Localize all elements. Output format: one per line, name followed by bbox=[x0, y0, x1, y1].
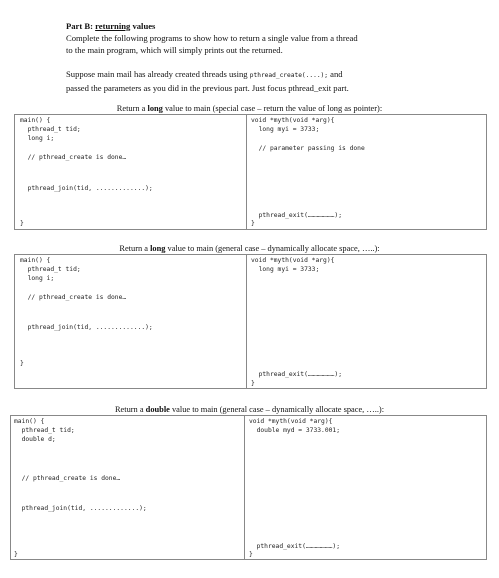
section-1-title-post: value to main (special case – return the value of long as pointer): bbox=[162, 104, 383, 113]
pthread-create-code: pthread_create(....); bbox=[249, 72, 328, 79]
section-2-title-bold: long bbox=[150, 244, 166, 253]
section-3-code-panel bbox=[10, 415, 487, 560]
thread-fn-close: } bbox=[249, 551, 253, 558]
main-decl-tid: pthread_t tid; bbox=[20, 266, 81, 273]
thread-fn-close: } bbox=[251, 220, 255, 227]
part-label: Part B: bbox=[66, 21, 93, 31]
panel-divider bbox=[246, 255, 247, 388]
main-decl-tid: pthread_t tid; bbox=[20, 126, 81, 133]
paragraph-line-1 bbox=[66, 68, 446, 82]
thread-fn-open: void *myth(void *arg){ bbox=[251, 117, 335, 124]
main-decl-var: double d; bbox=[14, 436, 56, 443]
main-open: main() { bbox=[20, 117, 51, 124]
thread-fn-close: } bbox=[251, 380, 255, 387]
main-comment: // pthread_create is done… bbox=[20, 154, 127, 161]
thread-exit-blank: pthread_exit(…………………); bbox=[251, 371, 342, 378]
section-3-title-bold: double bbox=[145, 405, 170, 414]
thread-exit-blank: pthread_exit(…………………); bbox=[251, 212, 342, 219]
section-1-title-bold: long bbox=[147, 104, 163, 113]
section-2-title bbox=[0, 244, 499, 254]
section-2-title-post: value to main (general case – dynamically allocate space, …..): bbox=[165, 244, 380, 253]
section-1-code-panel bbox=[14, 114, 487, 230]
main-decl-var: long i; bbox=[20, 135, 55, 142]
thread-fn-open: void *myth(void *arg){ bbox=[251, 257, 335, 264]
main-open: main() { bbox=[20, 257, 51, 264]
section-1-title bbox=[0, 104, 499, 114]
thread-fn-comment: // parameter passing is done bbox=[251, 145, 365, 152]
main-close: } bbox=[14, 551, 18, 558]
section-1-title-pre: Return a bbox=[116, 104, 148, 113]
main-join-blank: pthread_join(tid, .............); bbox=[14, 505, 147, 512]
section-3-title-post: value to main (general case – dynamically allocate space, …..): bbox=[169, 405, 385, 414]
intro-paragraph bbox=[66, 68, 446, 94]
section-2-code-panel bbox=[14, 254, 487, 389]
thread-fn-decl: double myd = 3733.001; bbox=[249, 427, 340, 434]
main-decl-var: long i; bbox=[20, 275, 55, 282]
section-3-title-pre: Return a bbox=[114, 405, 146, 414]
description-line-2: to the main program, which will simply prints out the returned. bbox=[66, 45, 283, 55]
main-close: } bbox=[20, 360, 24, 367]
part-heading bbox=[66, 20, 446, 32]
intro-heading-block bbox=[66, 20, 446, 56]
part-title-rest: values bbox=[130, 21, 156, 31]
main-decl-tid: pthread_t tid; bbox=[14, 427, 75, 434]
thread-fn-open: void *myth(void *arg){ bbox=[249, 418, 333, 425]
panel-divider bbox=[244, 416, 245, 559]
thread-fn-decl: long myi = 3733; bbox=[251, 126, 320, 133]
main-comment: // pthread_create is done… bbox=[20, 294, 127, 301]
main-comment: // pthread_create is done… bbox=[14, 475, 121, 482]
paragraph-text-b: and bbox=[328, 69, 343, 79]
description-line-1: Complete the following programs to show how to return a single value from a thread bbox=[66, 33, 358, 43]
panel-divider bbox=[246, 115, 247, 229]
main-join-blank: pthread_join(tid, .............); bbox=[20, 185, 153, 192]
thread-fn-decl: long myi = 3733; bbox=[251, 266, 320, 273]
section-2-title-pre: Return a bbox=[119, 244, 151, 253]
paragraph-line-2: passed the parameters as you did in the previous part. Just focus pthread_exit part. bbox=[66, 83, 349, 93]
part-title-underlined: returning bbox=[95, 21, 131, 31]
main-open: main() { bbox=[14, 418, 45, 425]
thread-exit-blank: pthread_exit(…………………); bbox=[249, 543, 340, 550]
main-join-blank: pthread_join(tid, .............); bbox=[20, 324, 153, 331]
main-close: } bbox=[20, 220, 24, 227]
section-3-title bbox=[0, 405, 499, 415]
paragraph-text-a: Suppose main mail has already created threads using bbox=[66, 69, 250, 79]
